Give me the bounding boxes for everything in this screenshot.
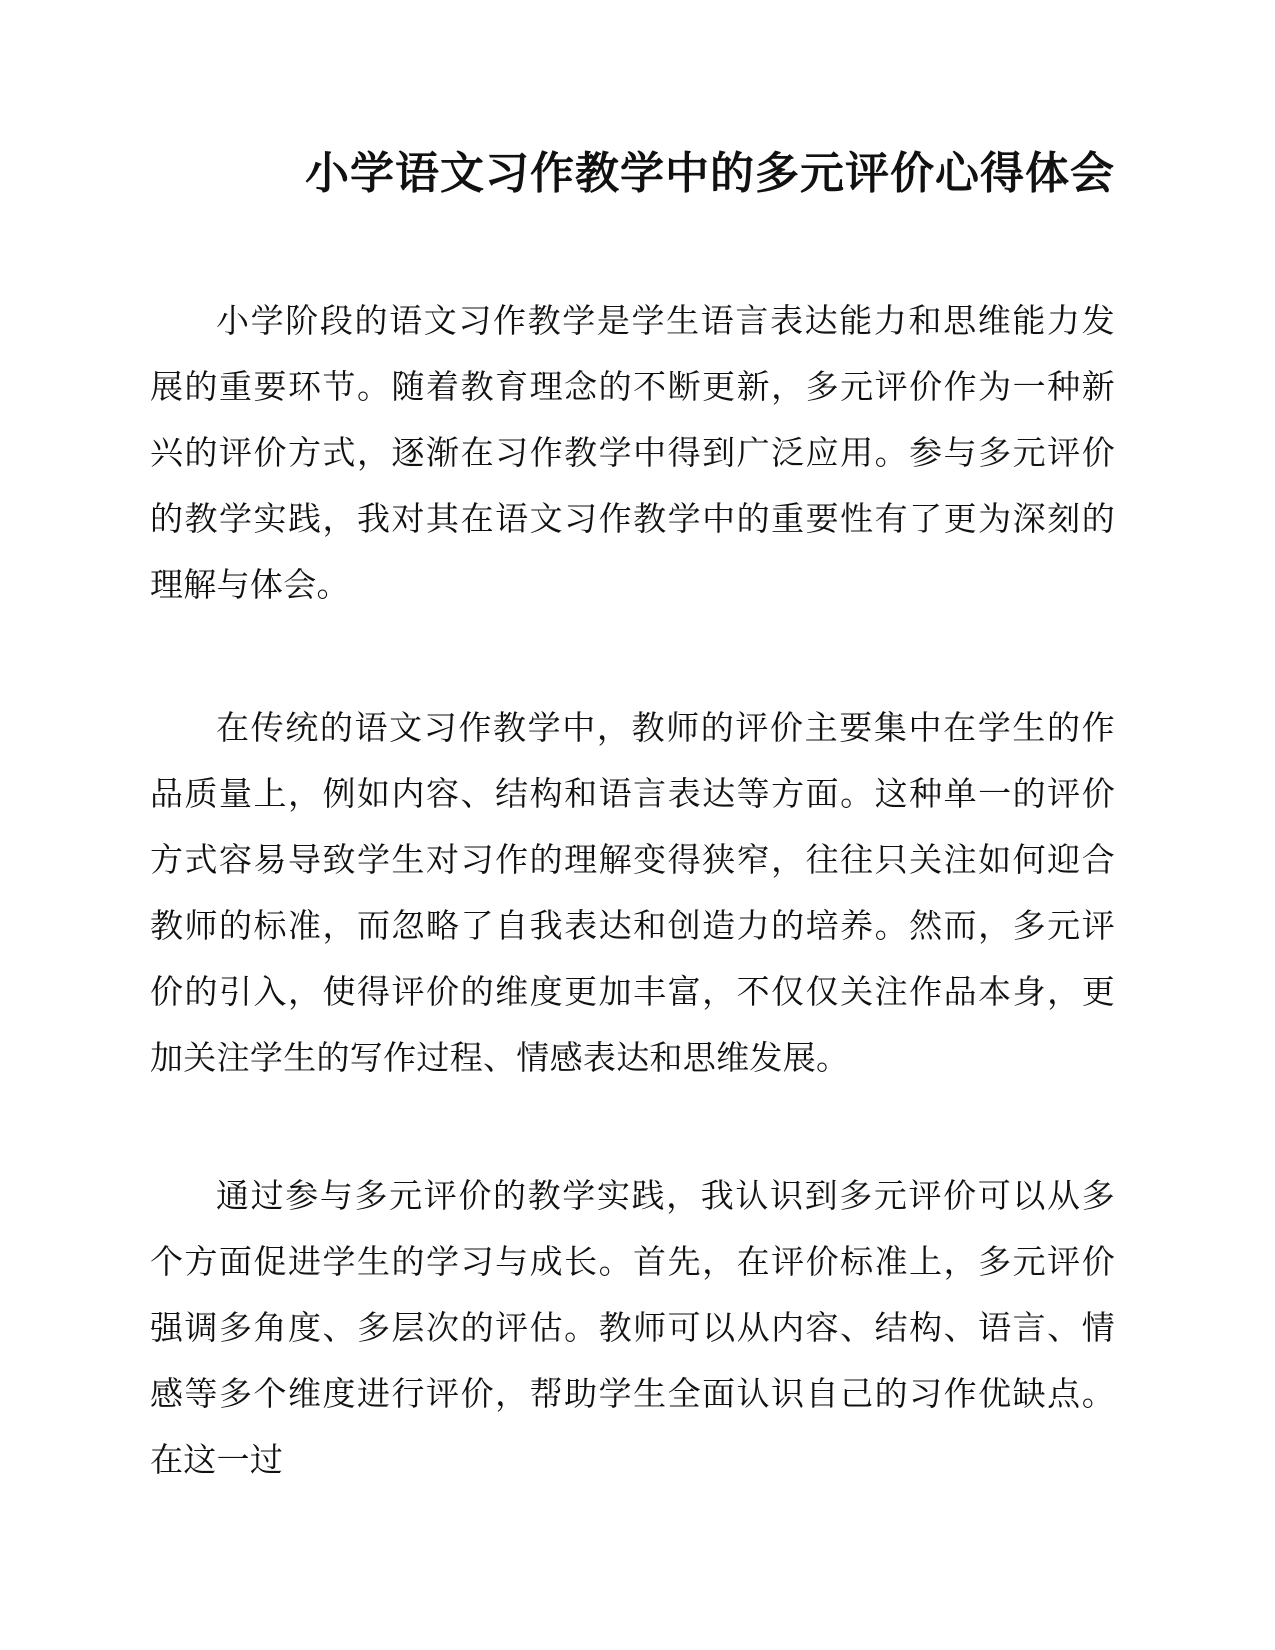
paragraph-2: 在传统的语文习作教学中，教师的评价主要集中在学生的作品质量上，例如内容、结构和语言表达等方面。这种单一的评价方式容易导致学生对习作的理解变得狭窄，往往只关注如何迎合教师的标准，而忽略了自我表达和创造力的培养。然而，多元评价的引入，使得评价的维度更加丰富，不仅仅关注作品本身，更加关注学生的写作过程、情感表达和思维发展。 xyxy=(150,708,1115,1077)
document-title: 小学语文习作教学中的多元评价心得体会 xyxy=(305,148,1115,199)
paragraph-1: 小学阶段的语文习作教学是学生语言表达能力和思维能力发展的重要环节。随着教育理念的不断更新，多元评价作为一种新兴的评价方式，逐渐在习作教学中得到广泛应用。参与多元评价的教学实践，我对其在语文习作教学中的重要性有了更为深刻的理解与体会。 xyxy=(150,301,1115,604)
paragraph-3: 通过参与多元评价的教学实践，我认识到多元评价可以从多个方面促进学生的学习与成长。首先，在评价标准上，多元评价强调多角度、多层次的评估。教师可以从内容、结构、语言、情感等多个维度进行评价，帮助学生全面认识自己的习作优缺点。在这一过 xyxy=(150,1176,1115,1479)
